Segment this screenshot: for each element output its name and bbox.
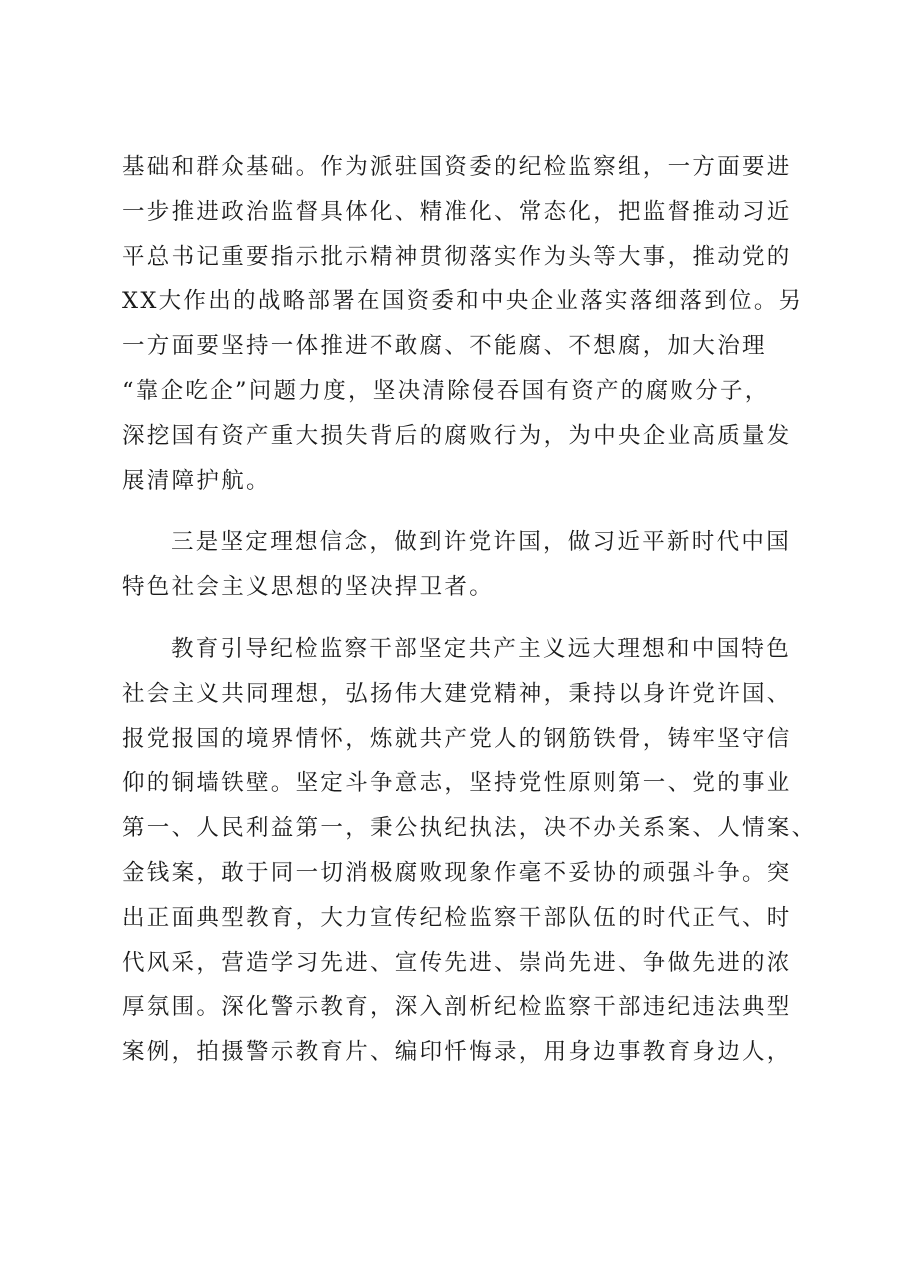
text-line: 出正面典型教育，大力宣传纪检监察干部队伍的时代正气、时 [122, 904, 792, 931]
text-line: 一方面要坚持一体推进不敢腐、不能腐、不想腐，加大治理 [122, 333, 767, 360]
text-line: 一步推进政治监督具体化、精准化、常态化，把监督推动习近 [122, 198, 792, 225]
text-line: 报党报国的境界情怀，炼就共产党人的钢筋铁骨，铸牢坚守信 [122, 725, 792, 752]
text-line: 案例，拍摄警示教育片、编印忏悔录，用身边事教育身边人， [122, 1039, 792, 1066]
text-line: 基础和群众基础。作为派驻国资委的纪检监察组，一方面要进 [122, 154, 792, 180]
text-line: 社会主义共同理想，弘扬伟大建党精神，秉持以身许党许国、 [122, 680, 792, 707]
text-line: 特色社会主义思想的坚决捍卫者。 [122, 574, 495, 601]
paragraph-2 [122, 520, 802, 610]
text-line: 代风采，营造学习先进、宣传先进、崇尚先进、争做先进的浓 [122, 949, 792, 976]
paragraph-3 [122, 627, 817, 1075]
paragraph-spacer [122, 503, 802, 520]
document-body [122, 145, 817, 1075]
text-line: 三是坚定理想信念，做到许党许国，做习近平新时代中国 [171, 529, 792, 556]
text-line: XX大作出的战略部署在国资委和中央企业落实落细落到位。另 [122, 288, 804, 315]
text-line: “靠企吃企”问题力度，坚决清除侵吞国有资产的腐败分子， [122, 377, 770, 404]
text-line: 深挖国有资产重大损失背后的腐败行为，为中央企业高质量发 [122, 422, 792, 449]
text-line: 金钱案，敢于同一切消极腐败现象作毫不妥协的顽强斗争。突 [122, 859, 792, 886]
text-line: 教育引导纪检监察干部坚定共产主义远大理想和中国特色 [171, 635, 792, 662]
text-line: 仰的铜墙铁壁。坚定斗争意志，坚持党性原则第一、党的事业 [122, 770, 792, 797]
paragraph-spacer [122, 610, 802, 627]
paragraph-1 [122, 145, 802, 503]
text-line: 厚氛围。深化警示教育，深入剖析纪检监察干部违纪违法典型 [122, 994, 792, 1021]
text-line: 展清障护航。 [122, 467, 271, 494]
text-line: 第一、人民利益第一，秉公执纪执法，决不办关系案、人情案、 [122, 815, 817, 842]
text-line: 平总书记重要指示批示精神贯彻落实作为头等大事，推动党的 [122, 243, 792, 270]
